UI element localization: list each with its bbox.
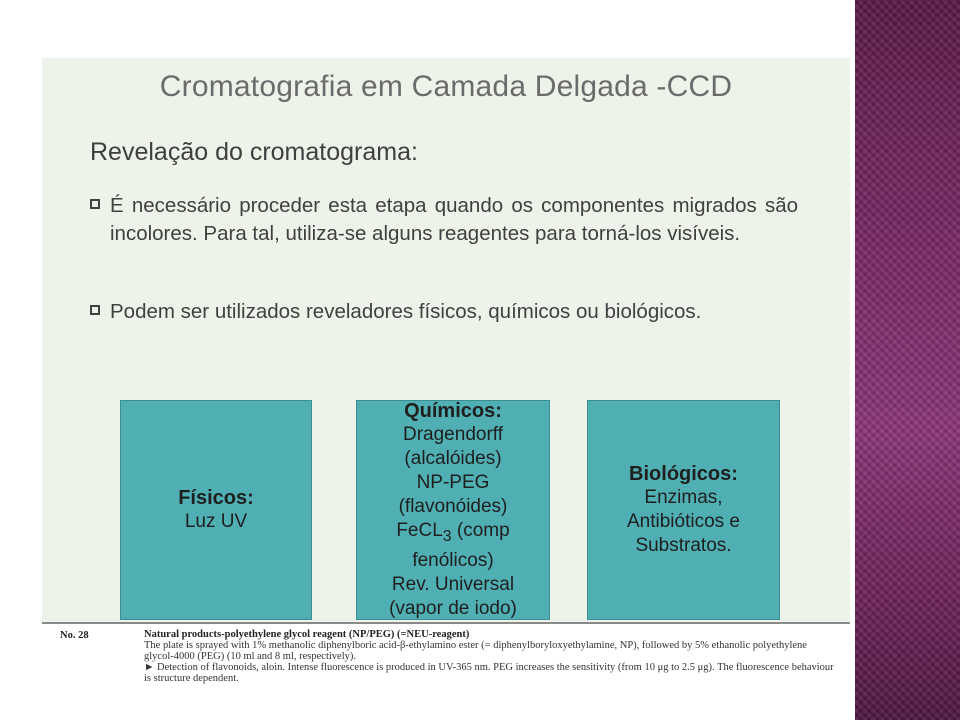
box-line bbox=[396, 519, 509, 549]
reagent-description bbox=[144, 629, 834, 684]
box-line: (alcalóides) bbox=[404, 448, 502, 470]
bullet-item bbox=[90, 298, 798, 326]
box-quimicos bbox=[356, 400, 550, 620]
formula-suffix: (comp bbox=[451, 520, 510, 542]
box-line: Enzimas, bbox=[644, 487, 723, 508]
reagent-heading: Natural products-polyethylene glycol reagent (NP/PEG) (=NEU-reagent) bbox=[144, 629, 470, 640]
bullet-text: Podem ser utilizados reveladores físicos, químicos ou biológicos. bbox=[110, 300, 702, 323]
formula-text: FeCL bbox=[396, 520, 443, 542]
divider bbox=[42, 622, 850, 624]
formula-subscript: 3 bbox=[442, 527, 452, 545]
reagent-number: No. 28 bbox=[60, 630, 89, 641]
box-heading: Químicos: bbox=[404, 400, 502, 423]
box-line: Luz UV bbox=[184, 511, 248, 532]
bullet-square-icon bbox=[90, 305, 100, 315]
box-fisicos bbox=[120, 400, 312, 620]
box-line: Substratos. bbox=[635, 535, 732, 556]
box-line: Dragendorff bbox=[403, 424, 503, 446]
box-line: (vapor de iodo) bbox=[389, 597, 517, 619]
slide bbox=[42, 58, 850, 630]
scanned-reference-excerpt bbox=[42, 622, 850, 692]
bullet-item bbox=[90, 192, 798, 248]
bullet-text: É necessário proceder esta etapa quando os componentes migrados são incolores. Para tal, utiliza-se alguns reagentes para torná-los visíveis. bbox=[110, 194, 798, 245]
reagent-procedure: The plate is sprayed with 1% methanolic diphenylboric acid-β-ethylamino ester (= diphenylboryloxyethylamine, NP), followed by 5% ethanolic polyethylene glycol-4000 (PEG) (10 ml and 8 ml, respectively). bbox=[144, 640, 807, 662]
box-line: fenólicos) bbox=[412, 549, 494, 571]
box-biologicos bbox=[587, 400, 780, 620]
box-line: NP-PEG bbox=[416, 472, 490, 494]
box-heading: Biológicos: bbox=[629, 463, 738, 485]
box-line: Rev. Universal bbox=[391, 573, 515, 595]
slide-subtitle: Revelação do cromatograma: bbox=[90, 138, 418, 166]
reagent-detection: ► Detection of flavonoids, aloin. Intense fluorescence is produced in UV-365 nm. PEG increases the sensitivity (from 10 μg to 2.5 μg). The fluorescence behaviour is structure dependent. bbox=[144, 662, 834, 684]
bullet-square-icon bbox=[90, 199, 100, 209]
slide-title: Cromatografia em Camada Delgada -CCD bbox=[159, 70, 733, 103]
box-heading: Físicos: bbox=[178, 487, 254, 509]
box-line: (flavonóides) bbox=[398, 496, 508, 518]
decorative-side-strip bbox=[855, 0, 960, 720]
box-line: Antibióticos e bbox=[626, 511, 740, 532]
